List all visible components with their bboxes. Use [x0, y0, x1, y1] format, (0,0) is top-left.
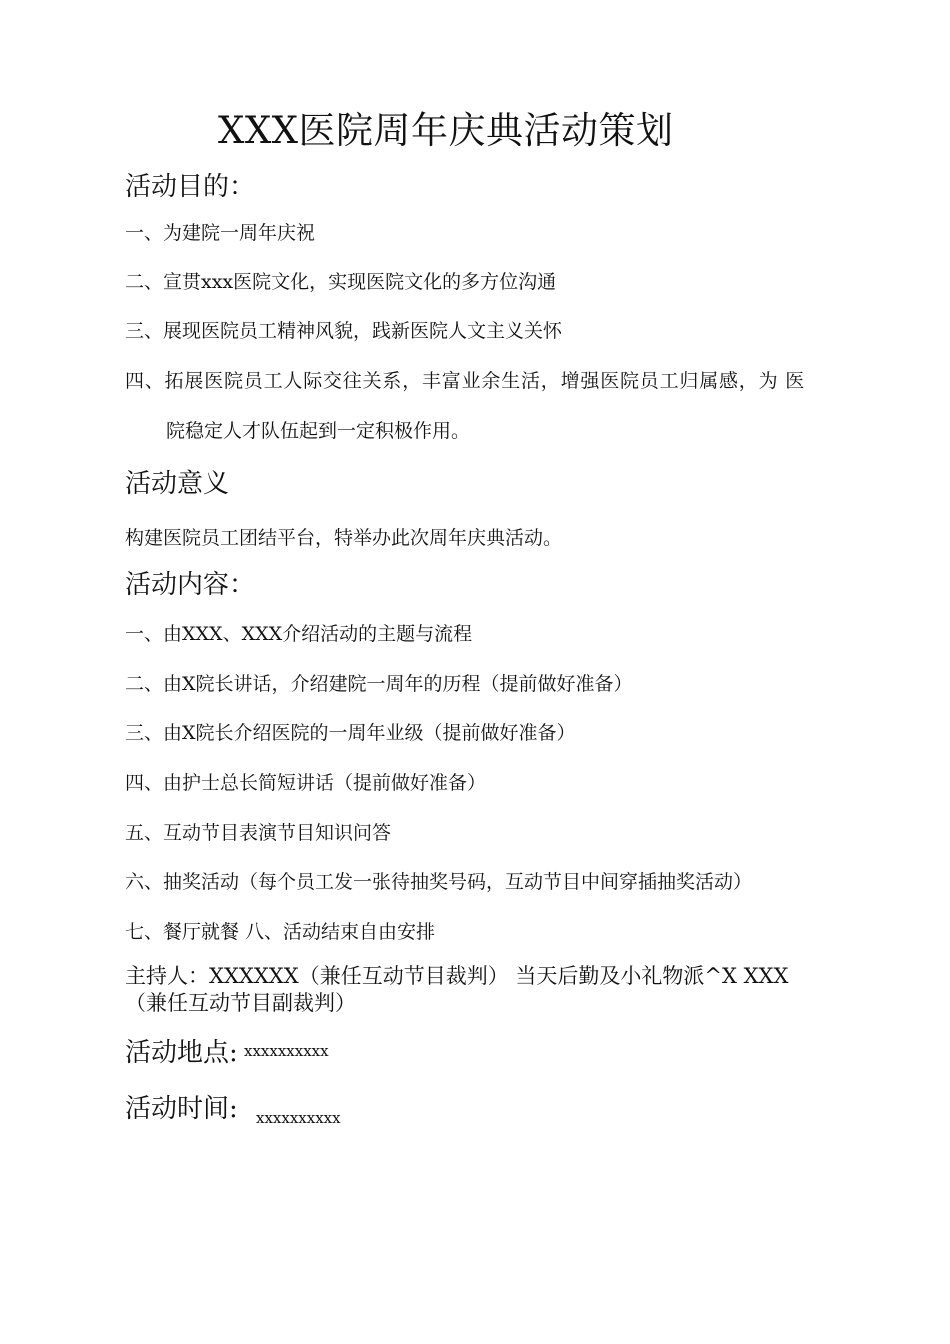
document-title: XXX医院周年庆典活动策划: [218, 109, 674, 152]
purpose-item-4: 四、拓展医院员工人际交往关系，丰富业余生活，增强医院员工归属感，为 医: [125, 370, 806, 392]
time-label: 活动时间:: [125, 1094, 238, 1124]
host-line-2: （兼任互动节目副裁判）: [125, 991, 356, 1015]
location-label: 活动地点:: [125, 1038, 238, 1068]
meaning-heading: 活动意义: [125, 469, 230, 499]
content-item-2: 二、由X院长讲话，介绍建院一周年的历程（提前做好准备）: [125, 673, 633, 695]
content-item-1: 一、由XXX、XXX介绍活动的主题与流程: [125, 623, 473, 645]
content-item-7: 七、餐厅就餐 八、活动结束自由安排: [125, 921, 436, 943]
content-item-4: 四、由护士总长简短讲话（提前做好准备）: [125, 772, 487, 794]
purpose-item-4-continued: 院稳定人才队伍起到一定积极作用。: [166, 420, 471, 442]
content-heading: 活动内容：: [125, 570, 256, 600]
host-line-1: 主持人：XXXXXX（兼任互动节目裁判） 当天后勤及小礼物派^X XXX: [125, 964, 789, 988]
purpose-heading: 活动目的：: [125, 172, 256, 202]
meaning-text: 构建医院员工团结平台，特举办此次周年庆典活动。: [125, 527, 563, 549]
content-item-3: 三、由X院长介绍医院的一周年业级（提前做好准备）: [125, 722, 576, 744]
purpose-item-1: 一、为建院一周年庆祝: [125, 222, 316, 244]
time-value: xxxxxxxxxx: [256, 1109, 341, 1127]
content-item-6: 六、抽奖活动（每个员工发一张待抽奖号码，互动节目中间穿插抽奖活动）: [125, 871, 753, 893]
purpose-item-3: 三、展现医院员工精神风貌，践新医院人文主义关怀: [125, 320, 563, 342]
content-item-5: 五、互动节目表演节目知识问答: [125, 822, 392, 844]
purpose-item-2: 二、宣贯xxx医院文化，实现医院文化的多方位沟通: [125, 271, 557, 293]
location-value: xxxxxxxxxx: [244, 1042, 329, 1060]
